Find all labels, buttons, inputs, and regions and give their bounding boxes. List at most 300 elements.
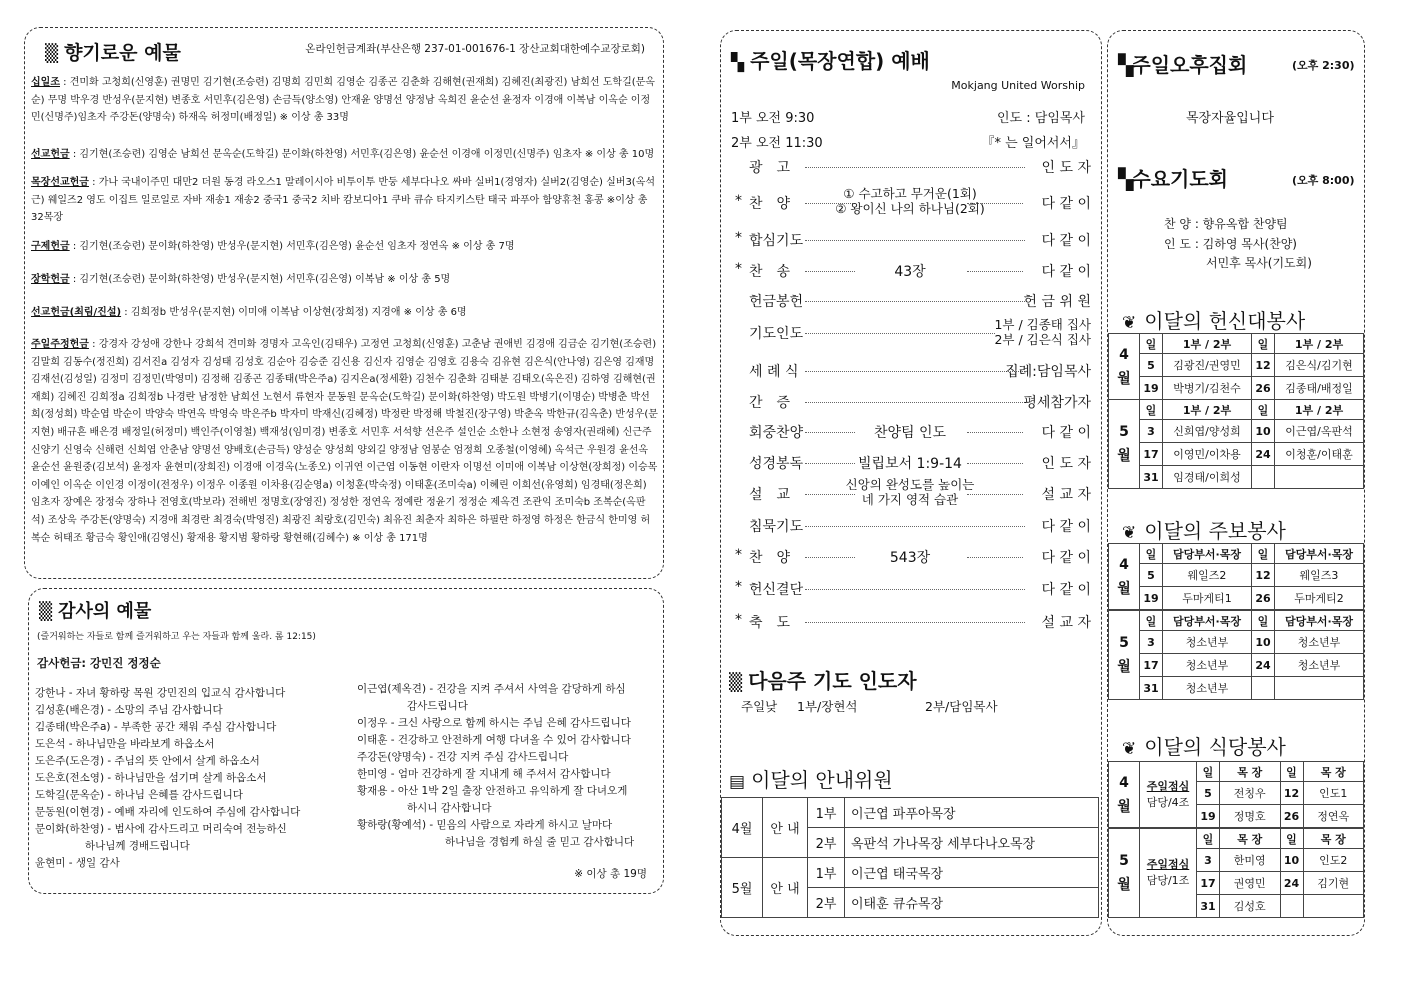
guide-month: 5월 [722,858,763,918]
column-header: 1부 / 2부 [1163,400,1252,420]
offering-section-label: 구제헌금 [31,241,70,252]
day-cell: 31 [1140,677,1163,700]
assignee-cell: 두마게티1 [1163,587,1252,610]
offering-section [31,238,659,256]
kitchen-title-text: 이달의 식당봉사 [1144,735,1286,759]
bulletin-table-may [1108,610,1364,700]
month-number: 5 [1119,424,1129,440]
day-cell [1280,895,1303,918]
square-bullet-icon: ▚ [1118,53,1132,77]
kitchen-meal: 주일점심 [1146,858,1190,871]
day-cell: 5 [1140,354,1163,377]
order-item-name: 회중찬양 [749,425,804,441]
column-header: 담당부서·목장 [1163,544,1252,564]
order-item-name: 헌신결단 [749,582,804,598]
order-item-leader: 설 교 자 [1041,615,1091,631]
kitchen-meal: 주일점심 [1146,779,1190,793]
order-item-leader: 1부 / 김종태 집사 2부 / 김은식 집사 [994,317,1091,347]
assignee-cell [1275,466,1364,489]
kitchen-title [1122,731,1286,760]
table-row [1109,420,1364,443]
kitchen-table-apr [1108,761,1364,828]
label-colon: : [59,77,70,88]
order-item-leader: 다 같 이 [1041,233,1091,249]
offering-section-label: 목장선교헌금 [31,177,89,188]
offering-section [31,271,659,289]
kitchen-team-cell [1140,762,1197,828]
offering-panel [24,27,664,579]
order-row [735,516,1091,540]
standing-note: 『* 는 일어서서』 [981,136,1085,151]
order-row [735,361,1091,385]
online-account: 온라인헌금계좌(부산은행 237-01-001676-1 장산교회대한예수교장로회) [305,43,645,55]
order-item-leader: 다 같 이 [1041,196,1091,212]
schedule-panel [1107,30,1365,936]
leader-dots [805,589,1025,590]
offering-section [31,174,659,227]
offering-section-label: 십일조 [31,77,60,88]
column-header: 일 [1140,334,1163,354]
label-colon: : [69,241,80,252]
kitchen-team: 담당/1조 [1146,874,1190,887]
thanks-line: 강한나 - 자녀 황하랑 목원 강민진의 입교식 감사합니다 [35,687,286,699]
kitchen-team-cell [1140,829,1197,918]
day-cell: 31 [1140,466,1163,489]
order-item-name: 성경봉독 [749,456,804,472]
thanks-line: 하나님을 경험케 하실 줄 믿고 감사합니다 [445,836,635,848]
thanks-line: 이근엽(제옥견) - 건강을 지켜 주셔서 사역을 감당하게 하심 [357,683,626,695]
worship-panel [720,30,1102,936]
leader-dots [805,622,1025,623]
leaf-icon: ❦ [1122,739,1137,759]
assignee-cell: 청소년부 [1163,677,1252,700]
day-cell: 19 [1140,587,1163,610]
order-item-name: 세 례 식 [749,364,799,380]
leader-dots [805,371,1025,372]
afternoon-title-text: 주일오후집회 [1131,53,1248,77]
offering-title-text: 향기로운 예물 [64,42,181,64]
bulletin-title [1122,515,1286,544]
thanks-line: 윤현미 - 생일 감사 [35,857,120,869]
offering-title [45,38,181,65]
column-header: 일 [1252,400,1275,420]
order-row [735,453,1091,477]
order-item-leader: 다 같 이 [1041,582,1091,598]
guide-title-text: 이달의 안내위원 [751,768,893,792]
day-cell: 10 [1252,420,1275,443]
guide-part: 1부 [808,858,845,888]
label-colon: : [69,149,80,160]
month-number: 5 [1119,853,1129,869]
order-row [735,291,1091,315]
thanks-line: 문동원(이현경) - 예배 자리에 인도하여 주심에 감사합니다 [35,806,301,818]
leaf-icon: ❦ [1122,313,1137,333]
thanks-line: 한미영 - 엄마 건강하게 잘 지내게 해 주셔서 감사합니다 [357,768,611,780]
day-cell: 26 [1252,377,1275,400]
table-header-row [1109,544,1364,564]
month-cell [1109,611,1140,700]
month-cell [1109,544,1140,610]
leader-dots [805,167,1025,168]
thanks-title [39,597,151,623]
second-service: 2부 오전 11:30 [731,136,823,151]
month-cell [1109,762,1140,828]
dedication-title-text: 이달의 헌신대봉사 [1144,309,1306,333]
day-cell [1252,466,1275,489]
order-item-name: 설 교 [749,487,791,503]
guide-table [721,797,1099,918]
leaf-icon: ❦ [1122,523,1137,543]
thanks-line: 이정우 - 크신 사랑으로 함께 하시는 주님 은혜 감사드립니다 [357,717,631,729]
order-item-leader: 집례:담임목사 [1005,364,1091,380]
month-suffix: 월 [1117,659,1131,675]
thanks-line: 문이화(하찬영) - 범사에 감사드리고 머리숙여 전능하신 [35,823,287,835]
column-header: 일 [1252,611,1275,631]
thanks-verse: (즐거워하는 자들로 함께 즐거워하고 우는 자들과 함께 울라. 롬 12:15) [37,632,316,642]
order-item-detail: 빌립보서 1:9-14 [858,456,962,472]
label-colon: : [69,274,80,285]
assignee-cell: 권영민 [1220,872,1281,895]
order-row [735,261,1091,285]
guide-name: 이근엽 파푸아목장 [845,798,1099,828]
standing-mark: * [735,193,742,209]
stripes-icon: ▤ [729,772,744,792]
order-row [735,547,1091,571]
column-header: 목 장 [1303,829,1364,849]
label-colon: : [88,339,99,350]
standing-mark: * [735,612,742,628]
table-row [1109,631,1364,654]
thanks-line: 황하랑(황예석) - 믿음의 사람으로 자라게 하시고 날마다 [357,819,613,831]
assignee-cell: 두마게티2 [1275,587,1364,610]
column-header: 일 [1252,334,1275,354]
day-cell: 24 [1252,654,1275,677]
column-header: 1부 / 2부 [1163,334,1252,354]
prayer-next-label: 주일낮 [741,699,778,714]
order-row [735,579,1091,603]
column-header: 일 [1140,611,1163,631]
column-header: 일 [1197,829,1220,849]
assignee-cell: 김종태/배정일 [1275,377,1364,400]
guide-part: 2부 [808,888,845,918]
offering-section-names: 강경자 강성애 강한나 강희석 견미화 경명자 고옥인(김태우) 고정연 고청희(신영훈) 고춘남 권애빈 김경애 김금순 김기현(조승련) 김말희 김동수(정진희) 김서진a 김성자 김성태 김성호 김순아 김승준 김신용 김신자 김영순 김영호 김용숙 김유현 김은식(안나영) 김은영 김재명 김재선(김성일) 김정미 김정민(박영미) 김정해 김종곤 김종태(박은주a) 김지은a(정세환) 김천수 김춘화 김태분 김태오(옥은진) 김하영 김해현(권재희) 김혜진 김희정a 김희정b 나경란 남정한 남희선 노현서 류현자 문동원 문옥순(도학길) 문이화(하찬영) 박도원 박병기(이명순) 박병춘 박선희(정성희) 박순엽 박순이 박양숙 박연옥 박영숙 박은주b 박자미 박재신(김혜정) 박정란 박정해 박철진(장구영) 박춘옥 박한규(김옥춘) 반성우(문지현) 배규흔 배은경 배정일(허정미) 백인주(이영철) 백재성(임미경) 변종호 서민후 서석향 선은주 설인순 소한나 소현정 송영자(권래혜) 신근주 신양기 신영숙 신해련 신희엽 안춘남 양명선 양배호(손금득) 양성순 양성희 양외길 양정남 엄봉순 엄정희 오종철(이영혜) 옥석근 우원경 윤선옥 윤순선 윤원중(김보석) 윤정자 윤현미(장희진) 이경애 이경옥(노종오) 이귀연 이근엽 이동현 이란자 이명선 이미애 이복남 이상현(장희정) 이승목 이예인 이옥순 이인경 이정이(전정우) 이정우 이종원 이차용(김순영a) 이청훈(박숙정) 이태훈(조미숙a) 이혜린 이희선(유영희) 임경태(정은희) 임초자 장예은 장정숙 장하나 전영호(박보라) 전해빈 정명호(장영진) 정성한 정연옥 정예란 정윤기 정정순 제옥견 조관익 조미숙b 조복순(옥판석) 조상욱 주강돈(양명숙) 지경애 최경란 최경숙(박영진) 최광진 최랑호(김민숙) 최유진 최춘자 최하은 하필란 하정영 하정은 한금식 한미영 허복순 허태조 황금숙 황인애(김영신) 황재용 황지범 황하랑 황현해(김혜수) ※ 이상 총 171명 [31,339,658,544]
day-cell: 5 [1197,782,1220,805]
assignee-cell: 김은식/김기현 [1275,354,1364,377]
assignee-cell: 청소년부 [1275,631,1364,654]
worship-subtitle: Mokjang United Worship [951,79,1085,92]
table-row [1109,377,1364,400]
table-row [1109,587,1364,610]
order-item-leader: 헌 금 위 원 [1023,294,1091,310]
thanks-title-text: 감사의 예물 [58,601,152,622]
day-cell: 26 [1280,805,1303,828]
kitchen-table-may [1108,828,1364,918]
day-cell: 19 [1140,377,1163,400]
assignee-cell: 청소년부 [1163,631,1252,654]
offering-section-names: 가나 국내이주민 대만2 더원 동경 라오스1 말레이시아 비투이투 반둥 세부다나오 싸바 실버1(경영자) 실버2(김영순) 실버3(옥석근) 웨일즈2 영도 이집트 일로일로 자바 재송1 재송2 중국1 중국2 치바 캄보디아1 쿠바 큐슈 타지키스탄 태국 파푸아 함양휴천 홍콩 ※이상 총 32목장 [31,177,656,224]
month-number: 4 [1119,774,1129,791]
dedication-table-apr [1108,333,1364,400]
wednesday-line-1: 찬 양 : 향유옥합 찬양팀 [1164,217,1288,231]
column-header: 목 장 [1220,829,1281,849]
assignee-cell: 웨일즈2 [1163,564,1252,587]
prayer-next-title-text: 다음주 기도 인도자 [748,669,917,693]
kitchen-team: 담당/4조 [1146,795,1190,809]
leader-dots [805,333,995,334]
day-cell: 31 [1197,895,1220,918]
order-row [735,612,1091,636]
assignee-cell: 정연옥 [1303,805,1364,828]
day-cell: 10 [1280,849,1303,872]
month-cell [1109,829,1140,918]
order-item-detail: 543장 [889,550,931,566]
offering-section-names: 김기현(조승련) 김영순 남희선 문옥순(도학길) 문이화(하찬영) 서민후(김은영) 윤순선 이경애 이정민(신명주) 임초자 ※ 이상 총 10명 [79,149,655,160]
offering-section-names: 김기현(조승련) 문이화(하찬영) 반성우(문지현) 서민후(김은영) 이복남 ※ 이상 총 5명 [79,274,451,285]
thanks-line: 하시니 감사합니다 [407,802,492,814]
assignee-cell: 신희엽/양성희 [1163,420,1252,443]
table-row [1109,677,1364,700]
assignee-cell [1275,677,1364,700]
column-header: 담당부서·목장 [1163,611,1252,631]
prayer-next-first: 1부/장현석 [797,699,858,714]
day-cell: 24 [1280,872,1303,895]
thanks-line: 도은호(전소영) - 하나님만을 섬기며 살게 하옵소서 [35,772,267,784]
table-header-row [1109,611,1364,631]
day-cell: 26 [1252,587,1275,610]
thanks-line: 주강돈(양명숙) - 건강 지켜 주심 감사드립니다 [357,751,569,763]
order-row [735,157,1091,181]
order-item-detail: 찬양팀 인도 [873,425,947,441]
month-suffix: 월 [1117,448,1131,464]
month-number: 4 [1119,556,1129,573]
label-colon: : [121,307,131,318]
table-header-row [1109,762,1364,782]
order-item-name: 침묵기도 [749,519,804,535]
order-item-name: 기도인도 [749,326,804,342]
offering-section-label: 장학헌금 [31,274,70,285]
month-cell [1109,334,1140,400]
month-suffix: 월 [1117,580,1131,597]
order-item-name: 찬 송 [749,264,791,280]
order-item-leader: 설 교 자 [1041,487,1091,503]
order-row [735,422,1091,446]
order-item-leader: 다 같 이 [1041,519,1091,535]
order-item-leader: 다 같 이 [1041,264,1091,280]
thanks-panel [28,588,664,894]
order-item-leader: 다 같 이 [1041,550,1091,566]
assignee-cell: 웨일즈3 [1275,564,1364,587]
guide-role: 안 내 [763,798,808,858]
order-row [735,477,1091,508]
column-header: 일 [1140,544,1163,564]
day-cell: 17 [1140,654,1163,677]
order-item-name: 광 고 [749,160,791,176]
thanks-special: 감사헌금: 강민진 정정순 [37,656,161,670]
column-header: 일 [1140,400,1163,420]
square-bullet-icon: ▚ [1118,167,1132,191]
column-header: 담당부서·목장 [1275,544,1364,564]
assignee-cell: 한미영 [1220,849,1281,872]
month-suffix: 월 [1117,877,1131,893]
assignee-cell: 이근엽/옥판석 [1275,420,1364,443]
standing-mark: * [735,230,742,246]
prayer-next-title [729,665,917,694]
column-header: 목 장 [1303,762,1364,782]
assignee-cell: 정명호 [1220,805,1281,828]
guide-row [722,858,1099,888]
day-cell: 5 [1140,564,1163,587]
order-item-detail: 신앙의 완성도를 높이는 네 가지 영적 습관 [845,477,975,507]
offering-section-names: 김기현(조승련) 문이화(하찬영) 반성우(문지현) 서민후(김은영) 윤순선 임초자 정연옥 ※ 이상 총 7명 [79,241,515,252]
thanks-column-2 [357,681,657,851]
thanks-line: 도학길(문옥순) - 하나님 은혜를 감사드립니다 [35,789,243,801]
order-item-leader: 다 같 이 [1041,425,1091,441]
pattern-icon: ▒ [45,44,57,64]
wednesday-title-text: 수요기도회 [1131,167,1228,191]
thanks-total: ※ 이상 총 19명 [574,868,647,880]
day-cell: 24 [1252,443,1275,466]
order-row [735,230,1091,254]
standing-mark: * [735,547,742,563]
thanks-line: 김종태(박은주a) - 부족한 공간 채워 주심 감사합니다 [35,721,277,733]
guide-row [722,798,1099,828]
assignee-cell: 청소년부 [1163,654,1252,677]
order-row [735,186,1091,217]
day-cell: 19 [1197,805,1220,828]
table-header-row [1109,829,1364,849]
worship-leader: 인도 : 담임목사 [997,111,1085,126]
order-item-detail: 43장 [894,264,926,280]
assignee-cell: 이청훈/이태훈 [1275,443,1364,466]
offering-section-label: 선교헌금(최림/진설) [31,307,122,318]
wednesday-line-3: 서민후 목사(기도회) [1206,256,1312,270]
day-cell: 3 [1140,631,1163,654]
thanks-line: 이태훈 - 건강하고 안전하게 여행 다녀올 수 있어 감사합니다 [357,734,631,746]
square-bullet-icon: ▚ [731,53,743,73]
table-row [1109,654,1364,677]
assignee-cell [1303,895,1364,918]
offering-section [31,304,659,322]
table-header-row [1109,400,1364,420]
table-row [1109,443,1364,466]
offering-section [31,336,659,547]
leader-dots [805,301,1025,302]
thanks-line: 도은주(도은경) - 주님의 뜻 안에서 살게 하옵소서 [35,755,260,767]
worship-title-text: 주일(목장연합) 예배 [750,49,930,73]
order-item-leader: 인 도 자 [1041,160,1091,176]
wednesday-time: (오후 8:00) [1292,174,1355,187]
assignee-cell: 인도1 [1303,782,1364,805]
column-header: 일 [1197,762,1220,782]
thanks-line: 감사드립니다 [407,700,468,712]
month-number: 4 [1119,346,1129,363]
afternoon-time: (오후 2:30) [1292,59,1355,72]
prayer-next-second: 2부/담임목사 [925,699,998,714]
order-item-name: 간 증 [749,395,791,411]
dedication-title [1122,305,1305,334]
month-number: 5 [1119,635,1129,651]
day-cell: 17 [1140,443,1163,466]
month-cell [1109,400,1140,489]
leader-dots [805,240,1025,241]
day-cell [1252,677,1275,700]
thanks-line: 하나님께 경배드립니다 [85,840,190,852]
table-header-row [1109,334,1364,354]
column-header: 목 장 [1220,762,1281,782]
day-cell: 3 [1140,420,1163,443]
assignee-cell: 임경태/이희성 [1163,466,1252,489]
order-item-name: 찬 양 [749,550,791,566]
pattern-icon: ▒ [729,673,741,693]
column-header: 일 [1280,829,1303,849]
offering-section [31,146,659,164]
month-suffix: 월 [1117,370,1131,387]
thanks-line: 도은석 - 하나님만을 바라보게 하옵소서 [35,738,215,750]
first-service: 1부 오전 9:30 [731,111,815,126]
assignee-cell: 이영민/이차용 [1163,443,1252,466]
offering-section-label: 선교헌금 [31,149,70,160]
order-item-leader: 인 도 자 [1041,456,1091,472]
thanks-line: 김성훈(배은경) - 소망의 주님 감사합니다 [35,704,223,716]
offering-section-names: 김희정b 반성우(문지현) 이미애 이복남 이상현(장희정) 지경애 ※ 이상 총 6명 [130,307,467,318]
thanks-column-1 [35,685,355,872]
guide-month: 4월 [722,798,763,858]
assignee-cell: 박병기/김천수 [1163,377,1252,400]
thanks-line: 황재용 - 아산 1박 2일 출장 안전하고 유익하게 잘 다녀오게 [357,785,628,797]
column-header: 담당부서·목장 [1275,611,1364,631]
label-colon: : [88,177,99,188]
pattern-icon: ▒ [39,602,51,622]
order-row [735,317,1091,347]
dedication-table-may [1108,399,1364,489]
day-cell: 12 [1252,564,1275,587]
table-row [1109,466,1364,489]
table-row [1109,354,1364,377]
bulletin-title-text: 이달의 주보봉사 [1144,519,1286,543]
table-row [1109,564,1364,587]
day-cell: 12 [1280,782,1303,805]
afternoon-text: 목장자율입니다 [1186,111,1274,126]
standing-mark: * [735,261,742,277]
wednesday-line-2: 인 도 : 김하영 목사(찬양) [1164,237,1297,251]
leader-dots [805,402,1025,403]
column-header: 일 [1280,762,1303,782]
order-item-name: 찬 양 [749,196,791,212]
guide-part: 2부 [808,828,845,858]
order-item-name: 축 도 [749,615,791,631]
guide-role: 안 내 [763,858,808,918]
order-item-leader: 평세참가자 [1023,395,1091,411]
column-header: 일 [1252,544,1275,564]
bulletin-table-apr [1108,543,1364,610]
guide-title [729,764,893,793]
standing-mark: * [735,579,742,595]
guide-name: 이태훈 큐슈목장 [845,888,1099,918]
order-item-name: 헌금봉헌 [749,294,804,310]
offering-section [31,74,659,127]
order-row [735,392,1091,416]
assignee-cell: 인도2 [1303,849,1364,872]
assignee-cell: 청소년부 [1275,654,1364,677]
day-cell: 10 [1252,631,1275,654]
month-suffix: 월 [1117,798,1131,815]
offering-section-label: 주일주정헌금 [31,339,89,350]
day-cell: 17 [1197,872,1220,895]
offering-section-names: 견미화 고청희(신영훈) 권명민 김기현(조승련) 김명희 김민희 김영순 김종곤 김춘화 김해현(권재희) 김혜진(최광진) 남희선 도학길(문옥순) 무명 박우경 반성우(문지현) 변종호 서민후(김은영) 손금득(양소영) 안재윤 양명선 양정남 옥희진 윤순선 윤정자 이경애 이복남 이옥순 이정민(신명주)임초자 주강돈(양명숙) 하재옥 허정미(배정일) ※ 이상 총 33명 [31,77,655,124]
column-header: 1부 / 2부 [1275,400,1364,420]
assignee-cell: 김광진/권영민 [1163,354,1252,377]
worship-title [731,45,930,74]
